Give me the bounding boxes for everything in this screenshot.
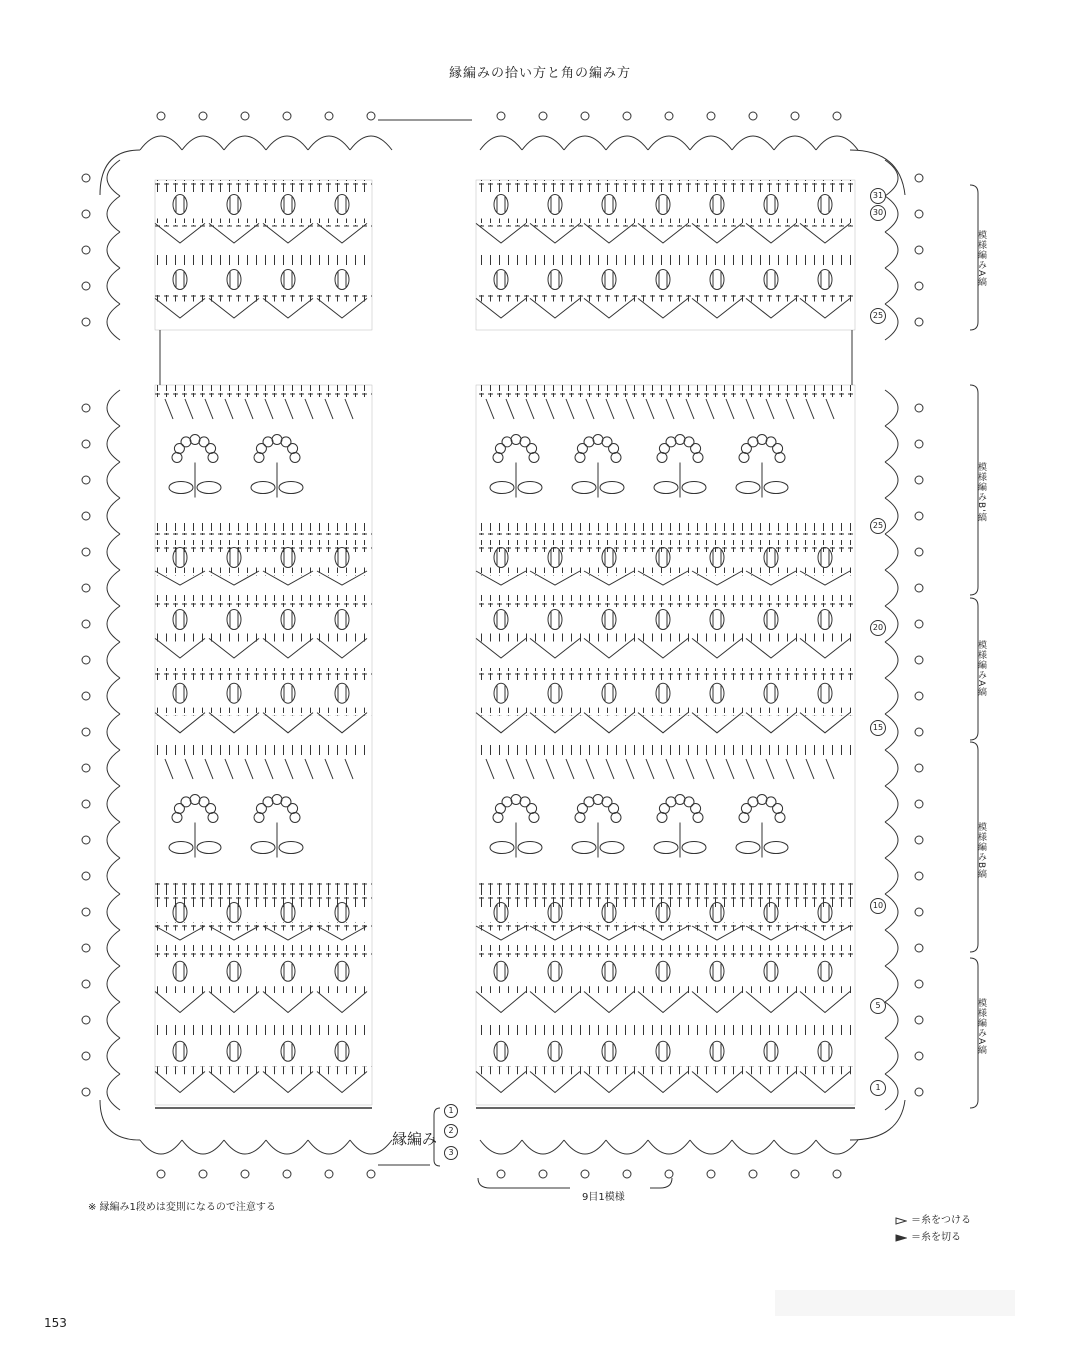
edging-row-1: 1 — [444, 1104, 458, 1118]
section-label-b: 模様編みB縞 — [976, 822, 986, 880]
legend-item-attach — [895, 1212, 971, 1229]
page-number: 153 — [44, 1316, 67, 1330]
right-chart-panel — [476, 180, 855, 1108]
row-number-31: 31 — [870, 188, 886, 204]
legend-text-attach: ＝糸をつける — [911, 1215, 971, 1226]
section-label-a1: 模様編みA縞 — [976, 230, 986, 288]
edging-border — [82, 112, 923, 1178]
legend-item-cut — [895, 1229, 971, 1246]
row-number-5: 5 — [870, 998, 886, 1014]
row-number-25a: 25 — [870, 308, 886, 324]
caution-note: ※ 縁編み1段めは変則になるので注意する — [88, 1202, 276, 1213]
edging-label: 縁編み — [392, 1130, 438, 1148]
row-number-20: 20 — [870, 620, 886, 636]
row-number-15: 15 — [870, 720, 886, 736]
row-number-25b: 25 — [870, 518, 886, 534]
section-brackets — [434, 185, 978, 1188]
left-chart-panel — [155, 120, 472, 1165]
section-label-b-prime: 模様編みB'縞 — [976, 462, 986, 523]
diagram-title: 縁編みの拾い方と角の編み方 — [448, 66, 631, 81]
watermark-block — [775, 1290, 1015, 1316]
legend-text-cut: ＝糸を切る — [911, 1232, 961, 1243]
edging-row-2: 2 — [444, 1124, 458, 1138]
row-number-10: 10 — [870, 898, 886, 914]
row-number-30: 30 — [870, 205, 886, 221]
legend — [895, 1212, 971, 1246]
edging-row-3: 3 — [444, 1146, 458, 1160]
row-number-1: 1 — [870, 1080, 886, 1096]
filled-triangle-icon — [895, 1234, 907, 1242]
section-label-a2: 模様編みA縞 — [976, 640, 986, 698]
section-label-a3: 模様編みA縞 — [976, 998, 986, 1056]
open-triangle-icon — [895, 1217, 907, 1225]
repeat-label: 9目1模様 — [582, 1192, 625, 1203]
